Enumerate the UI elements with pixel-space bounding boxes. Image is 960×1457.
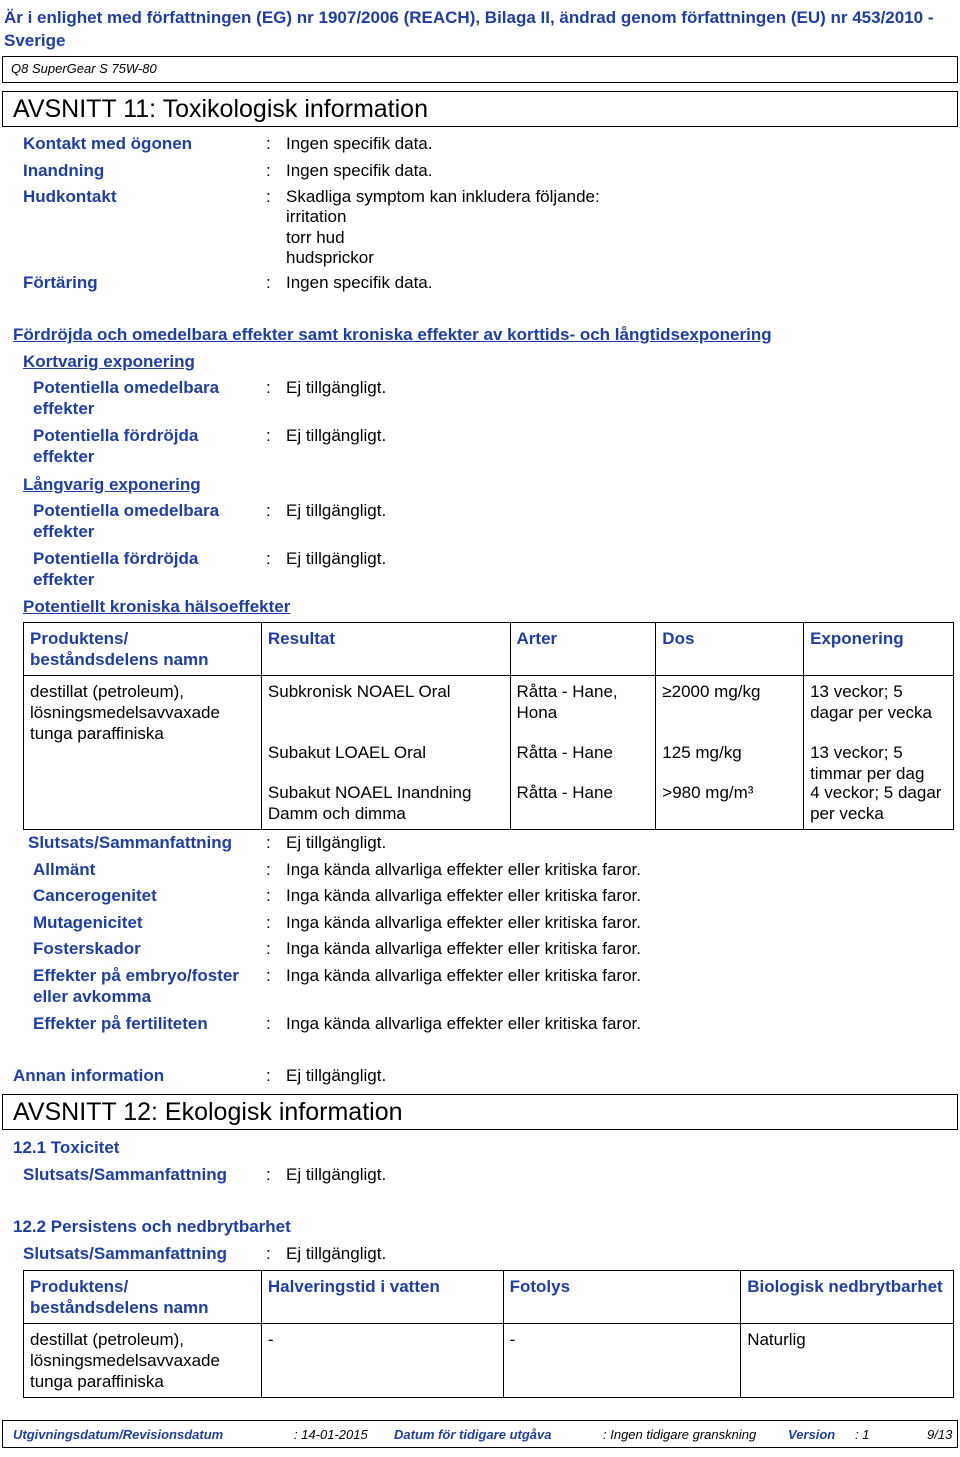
exposure-cell (804, 676, 954, 830)
long-immediate-value: Ej tillgängligt. (286, 501, 387, 520)
substance-cell: destillat (petroleum), lösningsmedelsavvaxade tunga paraffiniska (24, 676, 262, 830)
column-header: Exponering (804, 623, 954, 676)
dose-value: 125 mg/kg (662, 743, 742, 762)
species-cell (510, 676, 656, 830)
skin-contact-label: Hudkontakt (23, 187, 117, 206)
version-value: : 1 (855, 1427, 870, 1442)
other-info-value: Ej tillgängligt. (286, 1066, 387, 1085)
result-value: Subkronisk NOAEL Oral (267, 682, 451, 701)
dose-value: >980 mg/m³ (662, 783, 754, 802)
developmental-value: Inga kända allvarliga effekter eller kritiska faror. (286, 966, 641, 985)
long-term-heading: Långvarig exponering (23, 475, 201, 494)
skin-symptom: torr hud (286, 228, 345, 247)
colon: : (266, 966, 271, 985)
table-header-row (24, 1271, 954, 1324)
colon: : (266, 378, 271, 397)
ingestion-label: Förtäring (23, 273, 98, 292)
page-footer (2, 1420, 958, 1448)
teratogenicity-label: Fosterskador (33, 939, 141, 958)
fertility-label: Effekter på fertiliteten (33, 1014, 208, 1033)
colon: : (266, 1066, 271, 1085)
developmental-label: Effekter på embryo/foster eller avkomma (33, 966, 239, 1006)
chronic-heading: Potentiellt kroniska hälsoeffekter (23, 597, 291, 616)
eye-contact-value: Ingen specifik data. (286, 134, 433, 153)
colon: : (266, 913, 271, 932)
colon: : (266, 1014, 271, 1033)
dose-cell (656, 676, 804, 830)
colon: : (266, 1165, 271, 1184)
colon: : (266, 939, 271, 958)
colon: : (266, 833, 271, 852)
other-info-label: Annan information (13, 1066, 165, 1085)
half-life-cell: - (261, 1324, 503, 1398)
substance-cell: destillat (petroleum), lösningsmedelsavvaxade tunga paraffiniska (24, 1324, 262, 1398)
column-header: Arter (510, 623, 656, 676)
document-header-title: Är i enlighet med författningen (EG) nr 1907/2006 (REACH), Bilaga II, ändrad genom författningen (EU) nr 453/2010 - Sverige (4, 8, 934, 50)
fertility-value: Inga kända allvarliga effekter eller kritiska faror. (286, 1014, 641, 1033)
delayed-effects-heading: Fördröjda och omedelbara effekter samt kroniska effekter av korttids- och långtidsexponering (13, 325, 772, 344)
inhalation-value: Ingen specifik data. (286, 161, 433, 180)
issue-date-label: Utgivningsdatum/Revisionsdatum (13, 1427, 224, 1442)
biodegradability-cell: Naturlig (741, 1324, 954, 1398)
carcinogenicity-value: Inga kända allvarliga effekter eller kritiska faror. (286, 886, 641, 905)
colon: : (266, 549, 271, 568)
persistence-summary-value: Ej tillgängligt. (286, 1244, 387, 1263)
species-value: Råtta - Hane, Hona (516, 682, 618, 722)
summary-value: Ej tillgängligt. (286, 833, 387, 852)
colon: : (266, 860, 271, 879)
section-12-title: AVSNITT 12: Ekologisk information (13, 1098, 403, 1126)
colon: : (266, 187, 271, 206)
summary-label: Slutsats/Sammanfattning (28, 833, 233, 852)
photolysis-cell: - (503, 1324, 741, 1398)
species-value: Råtta - Hane (516, 743, 613, 762)
persistence-table (23, 1270, 954, 1398)
species-value: Råtta - Hane (516, 783, 613, 802)
general-value: Inga kända allvarliga effekter eller kritiska faror. (286, 860, 641, 879)
short-delayed-label: Potentiella fördröjda effekter (33, 426, 199, 466)
colon: : (266, 426, 271, 445)
column-header: Biologisk nedbrytbarhet (741, 1271, 954, 1324)
mutagenicity-value: Inga kända allvarliga effekter eller kritiska faror. (286, 913, 641, 932)
result-value: Subakut LOAEL Oral (267, 743, 427, 762)
colon: : (266, 501, 271, 520)
colon: : (266, 886, 271, 905)
colon: : (266, 273, 271, 292)
table-row (24, 676, 954, 830)
persistence-heading: 12.2 Persistens och nedbrytbarhet (13, 1217, 291, 1236)
previous-date-value: : Ingen tidigare granskning (603, 1427, 757, 1442)
persistence-summary-label: Slutsats/Sammanfattning (23, 1244, 228, 1263)
product-name: Q8 SuperGear S 75W-80 (11, 61, 157, 76)
colon: : (266, 134, 271, 153)
long-immediate-label: Potentiella omedelbara effekter (33, 501, 220, 541)
colon: : (266, 161, 271, 180)
column-header: Fotolys (503, 1271, 741, 1324)
result-cell (261, 676, 510, 830)
ingestion-value: Ingen specifik data. (286, 273, 433, 292)
column-header: Halveringstid i vatten (261, 1271, 503, 1324)
colon: : (266, 1244, 271, 1263)
eye-contact-label: Kontakt med ögonen (23, 134, 193, 153)
short-immediate-value: Ej tillgängligt. (286, 378, 387, 397)
section-11-title-box (2, 91, 958, 127)
chronic-effects-table (23, 622, 954, 830)
skin-contact-value: Skadliga symptom kan inkludera följande: (286, 187, 600, 206)
short-term-heading: Kortvarig exponering (23, 352, 195, 371)
skin-symptom: irritation (286, 207, 347, 226)
version-label: Version (788, 1427, 836, 1442)
short-delayed-value: Ej tillgängligt. (286, 426, 387, 445)
page-number: 9/13 (927, 1427, 953, 1442)
section-11-title: AVSNITT 11: Toxikologisk information (13, 95, 428, 123)
column-header: Dos (656, 623, 804, 676)
table-header-row (24, 623, 954, 676)
teratogenicity-value: Inga kända allvarliga effekter eller kritiska faror. (286, 939, 641, 958)
general-label: Allmänt (33, 860, 96, 879)
previous-date-label: Datum för tidigare utgåva (394, 1427, 552, 1442)
mutagenicity-label: Mutagenicitet (33, 913, 143, 932)
section-12-title-box (2, 1094, 958, 1130)
table-row (24, 1324, 954, 1398)
long-delayed-label: Potentiella fördröjda effekter (33, 549, 199, 589)
result-value: Subakut NOAEL Inandning Damm och dimma (267, 783, 472, 823)
long-delayed-value: Ej tillgängligt. (286, 549, 387, 568)
toxicity-summary-label: Slutsats/Sammanfattning (23, 1165, 228, 1184)
exposure-value: 13 veckor; 5 dagar per vecka (810, 682, 932, 722)
toxicity-summary-value: Ej tillgängligt. (286, 1165, 387, 1184)
toxicity-heading: 12.1 Toxicitet (13, 1138, 120, 1157)
dose-value: ≥2000 mg/kg (662, 682, 761, 701)
carcinogenicity-label: Cancerogenitet (33, 886, 157, 905)
column-header: Produktens/ beståndsdelens namn (24, 623, 262, 676)
column-header: Resultat (261, 623, 510, 676)
short-immediate-label: Potentiella omedelbara effekter (33, 378, 220, 418)
inhalation-label: Inandning (23, 161, 105, 180)
exposure-value: 13 veckor; 5 timmar per dag (810, 743, 925, 783)
issue-date-value: : 14-01-2015 (294, 1427, 368, 1442)
column-header: Produktens/ beståndsdelens namn (24, 1271, 262, 1324)
exposure-value: 4 veckor; 5 dagar per vecka (810, 783, 942, 823)
skin-symptom: hudsprickor (286, 248, 374, 267)
product-name-box (2, 56, 958, 83)
